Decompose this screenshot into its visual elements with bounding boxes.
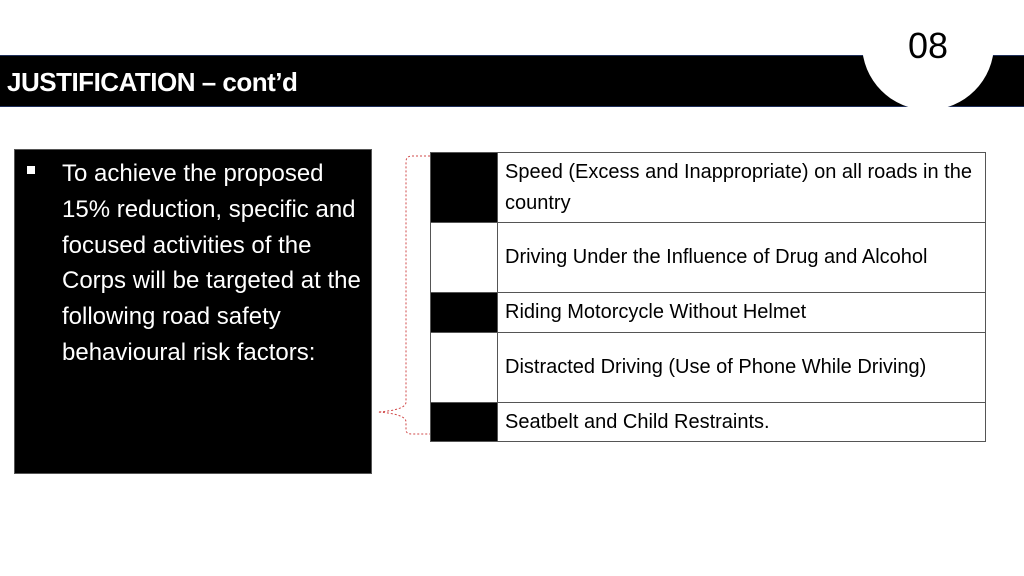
table-row — [431, 153, 986, 223]
risk-factor-label: Speed (Excess and Inappropriate) on all roads in the country — [498, 153, 986, 223]
risk-factor-label: Riding Motorcycle Without Helmet — [498, 293, 986, 333]
risk-factors-table — [430, 152, 986, 442]
justification-bullet-text: To achieve the proposed 15% reduction, specific and focused activities of the Corps will be targeted at the following road safety behavioural risk factors: — [62, 160, 361, 366]
row-marker — [431, 332, 498, 402]
brace-path — [378, 156, 430, 434]
row-marker — [431, 153, 498, 223]
table-row — [431, 293, 986, 333]
table-row — [431, 223, 986, 293]
left-brace-icon — [376, 154, 432, 436]
row-marker — [431, 402, 498, 442]
row-marker — [431, 223, 498, 293]
page-number: 08 — [907, 25, 949, 66]
table-row — [431, 402, 986, 442]
risk-factor-label: Seatbelt and Child Restraints. — [498, 402, 986, 442]
slide-title: JUSTIFICATION – cont’d — [7, 67, 298, 97]
table-row — [431, 332, 986, 402]
risk-factor-label: Distracted Driving (Use of Phone While Driving) — [498, 332, 986, 402]
risk-factor-label: Driving Under the Influence of Drug and Alcohol — [498, 223, 986, 293]
row-marker — [431, 293, 498, 333]
square-bullet-icon — [27, 166, 35, 174]
justification-panel — [14, 149, 372, 474]
